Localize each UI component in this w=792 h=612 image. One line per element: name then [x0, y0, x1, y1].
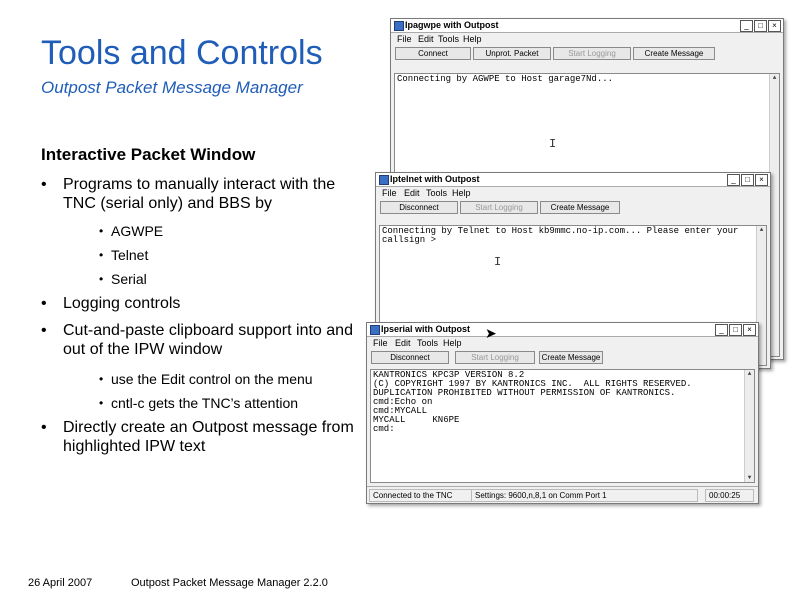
slide-title: Tools and Controls [41, 34, 323, 72]
terminal-line: Connecting by AGWPE to Host garage7Nd... [397, 74, 614, 84]
window-title: Ipagwpe with Outpost [405, 20, 499, 30]
footer-title: Outpost Packet Message Manager 2.2.0 [131, 577, 328, 589]
sub-bullet-text: use the Edit control on the menu [111, 371, 313, 387]
close-button[interactable]: × [755, 174, 768, 186]
footer-date: 26 April 2007 [28, 577, 93, 589]
terminal-line: cmd:Echo on [373, 397, 433, 407]
terminal-line: MYCALL KN6PE [373, 415, 460, 425]
menu-file[interactable]: File [397, 34, 412, 44]
menu-file[interactable]: File [373, 338, 388, 348]
slide-subtitle: Outpost Packet Message Manager [41, 78, 303, 97]
title-bar[interactable] [391, 19, 783, 33]
close-button[interactable]: × [743, 324, 756, 336]
bullet-text: Cut-and-paste clipboard support into and out of the IPW window [63, 322, 353, 358]
terminal-line: (C) COPYRIGHT 1997 BY KANTRONICS INC. ALL RIGHTS RESERVED. [373, 379, 692, 389]
vertical-scrollbar[interactable] [744, 370, 754, 482]
menu-file[interactable]: File [382, 188, 397, 198]
maximize-button[interactable]: □ [754, 20, 767, 32]
title-bar[interactable] [367, 323, 758, 337]
menu-bar [391, 33, 783, 45]
scroll-up-icon[interactable]: ▲ [747, 370, 752, 377]
menu-bar [367, 337, 758, 349]
bullet-text: Logging controls [63, 295, 181, 312]
disconnect-button[interactable]: Disconnect [371, 351, 449, 364]
window-title: Ipserial with Outpost [381, 324, 471, 334]
window-title: Iptelnet with Outpost [390, 174, 480, 184]
title-bar[interactable] [376, 173, 770, 187]
scroll-up-icon[interactable]: ▲ [772, 74, 777, 81]
create-message-button[interactable]: Create Message [633, 47, 715, 60]
app-window-icon [370, 325, 380, 335]
app-window-icon [394, 21, 404, 31]
menu-bar [376, 187, 770, 199]
scroll-up-icon[interactable]: ▲ [759, 226, 764, 233]
terminal-line: cmd: [373, 424, 395, 434]
status-bar [367, 486, 758, 503]
terminal-line: callsign > [382, 235, 437, 245]
terminal-line: cmd:MYCALL [373, 406, 428, 416]
terminal-line: Connecting by Telnet to Host kb9mmc.no-ip.com... Please enter your [382, 226, 739, 236]
menu-help[interactable]: Help [452, 188, 471, 198]
connection-status: Connected to the TNC [369, 489, 472, 502]
scroll-down-icon[interactable]: ▼ [747, 474, 752, 481]
terminal-line: KANTRONICS KPC3P VERSION 8.2 [373, 370, 525, 380]
session-timer: 00:00:25 [705, 489, 754, 502]
sub-bullet-text: AGWPE [111, 223, 164, 239]
close-button[interactable]: × [768, 20, 781, 32]
ibeam-cursor-icon: I [549, 137, 557, 151]
settings-status: Settings: 9600,n,8,1 on Comm Port 1 [471, 489, 698, 502]
sub-bullet-text: cntl-c gets the TNC’s attention [111, 395, 299, 411]
terminal-line: DUPLICATION PROHIBITED WITHOUT PERMISSION OF KANTRONICS. [373, 388, 676, 398]
app-window-icon [379, 175, 389, 185]
menu-edit[interactable]: Edit [395, 338, 411, 348]
create-message-button[interactable]: Create Message [539, 351, 603, 364]
maximize-button[interactable]: □ [741, 174, 754, 186]
menu-tools[interactable]: Tools [426, 188, 448, 198]
bullet-text: Programs to manually interact with the TNC (serial only) and BBS by [63, 176, 336, 212]
terminal-output[interactable] [370, 369, 755, 483]
toolbar [367, 349, 758, 365]
menu-tools[interactable]: Tools [438, 34, 460, 44]
menu-help[interactable]: Help [443, 338, 462, 348]
arrow-pointer-icon: ➤ [485, 325, 497, 341]
bullet-text: Directly create an Outpost message from highlighted IPW text [63, 419, 354, 455]
toolbar [376, 199, 770, 215]
menu-help[interactable]: Help [463, 34, 482, 44]
sub-bullet-text: Serial [111, 271, 147, 287]
start-logging-button[interactable]: Start Logging [460, 201, 538, 214]
create-message-button[interactable]: Create Message [540, 201, 620, 214]
menu-edit[interactable]: Edit [404, 188, 420, 198]
section-heading: Interactive Packet Window [41, 145, 256, 164]
maximize-button[interactable]: □ [729, 324, 742, 336]
connect-button[interactable]: Connect [395, 47, 471, 60]
minimize-button[interactable]: _ [727, 174, 740, 186]
disconnect-button[interactable]: Disconnect [380, 201, 458, 214]
start-logging-button[interactable]: Start Logging [553, 47, 631, 60]
start-logging-button[interactable]: Start Logging [455, 351, 535, 364]
minimize-button[interactable]: _ [715, 324, 728, 336]
minimize-button[interactable]: _ [740, 20, 753, 32]
toolbar [391, 45, 783, 61]
unprotect-packet-button[interactable]: Unprot. Packet [473, 47, 551, 60]
menu-tools[interactable]: Tools [417, 338, 439, 348]
menu-edit[interactable]: Edit [418, 34, 434, 44]
ibeam-cursor-icon: I [494, 255, 502, 269]
ipserial-window[interactable] [366, 322, 759, 504]
sub-bullet-text: Telnet [111, 247, 149, 263]
